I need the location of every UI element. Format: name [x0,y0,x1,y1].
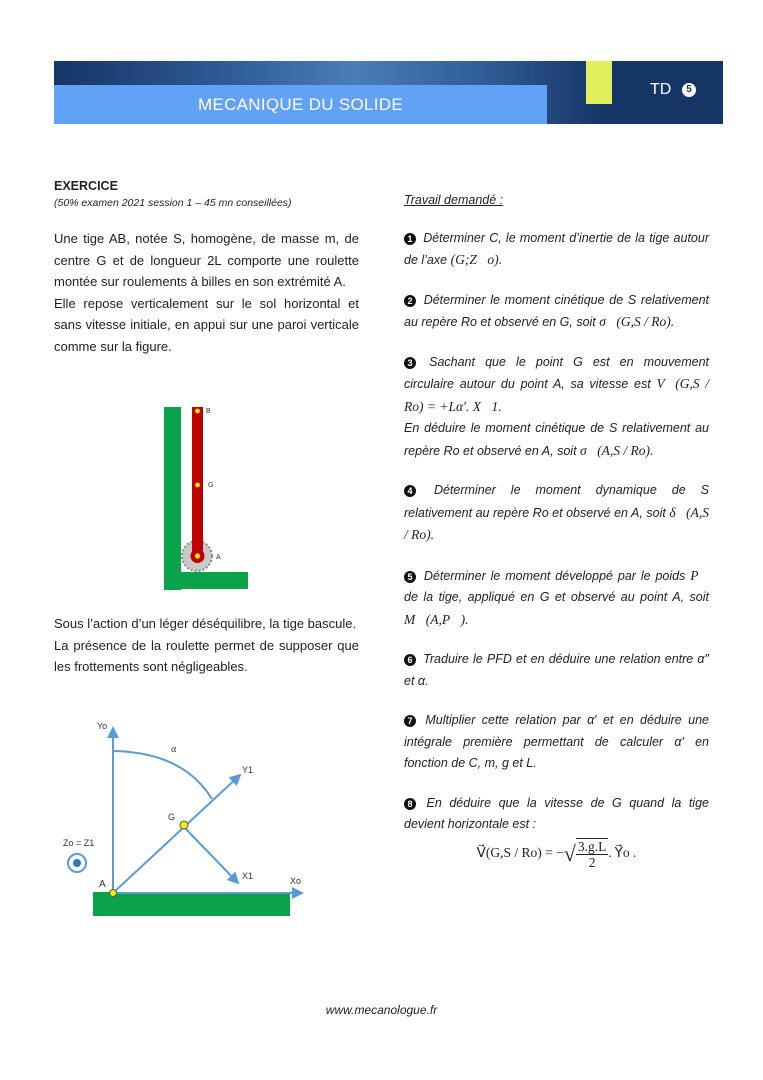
label-a: A [216,554,221,561]
label-y1: Y1 [242,765,254,775]
exercise-subtitle: (50% examen 2021 session 1 – 45 mn conseillées) [54,197,292,209]
task-math: δ⃗(A,S / Ro). [404,504,709,542]
label-g: G [168,812,176,822]
task-number-badge: 7 [404,715,416,727]
exercise-statement [54,178,359,357]
figure-kinematic-diagram [55,712,315,922]
task-6 [404,649,709,692]
course-title: MECANIQUE DU SOLIDE [197,95,403,114]
task-text-2: En déduire le moment cinétique de S relativement au repère Ro et observé en A, soit [404,421,709,458]
label-xo: Xo [290,876,302,886]
wall [164,407,181,590]
task-4 [404,480,709,547]
task-text: Traduire le PFD et en déduire une relation entre α″ et α. [404,652,709,688]
task-3 [404,352,709,463]
task-math: (G;Z⃗o). [450,252,502,267]
label-x1: X1 [242,871,254,881]
task-2 [404,290,709,334]
formula-lhs: V⃗(G,S / Ro) = − [476,844,564,860]
point-a [110,890,117,897]
label-alpha: α [171,744,177,755]
task-8 [404,793,709,836]
statement-continued [54,613,359,678]
intro-paragraph-2: Elle repose verticalement sur le sol horizontal et sans vitesse initiale, en appui sur une paroi verticale comme sur la figure. [54,295,359,354]
floor [164,572,248,589]
point-b [195,409,200,414]
task-1 [404,228,709,272]
task-7 [404,710,709,775]
ground [93,892,290,916]
task-text: Déterminer le moment cinétique de S relativement au repère Ro et observé en G, soit [404,292,709,329]
after-paragraph-1: Sous l’action d’un léger déséquilibre, la tige bascule. [54,616,357,631]
final-velocity-formula [404,838,709,870]
intro-paragraph-1: Une tige AB, notée S, homogène, de masse m, de centre G et de longueur 2L comporte une roulette montée sur roulements à billes en son extrémité A. [54,231,359,289]
task-number-badge: 6 [404,654,416,666]
task-number-badge: 8 [404,798,416,810]
label-g: G [208,482,214,489]
td-number-badge: 5 [682,83,696,97]
point-g [180,821,188,829]
task-text-b: de la tige, appliqué en G et observé au point A, soit [404,590,709,604]
page-header [54,61,723,124]
task-math: V⃗(G,S / Ro) = +Lα′. X⃗1. [404,376,710,414]
formula-rhs: . Y⃗o . [608,844,637,860]
sqrt-fraction [576,838,609,870]
td-label: TD [650,81,672,98]
figure-rod-against-wall [160,405,260,595]
task-math: σ⃗(G,S / Ro). [599,314,675,329]
task-number-badge: 2 [404,295,416,307]
label-yo: Yo [97,721,108,731]
footer-url: www.mecanologue.fr [325,1003,438,1017]
label-a: A [99,879,106,890]
task-math: M⃗(A,P⃗). [404,611,469,627]
task-text: Déterminer C, le moment d’inertie de la tige autour de l’axe [404,230,709,267]
task-5 [404,565,709,632]
task-text: En déduire que la vitesse de G quand la tige devient horizontale est : [404,795,709,831]
task-number-badge: 5 [404,571,416,583]
axis-zo-dot [73,859,81,867]
axis-x1 [184,827,238,883]
exercise-title: EXERCICE [54,179,118,193]
axis-y1 [113,775,240,893]
fraction-numerator: 3.g.L [577,838,607,854]
tasks-section [404,190,709,870]
sqrt-icon: √ [563,840,576,866]
after-paragraph-2: La présence de la roulette permet de supposer que les frottements sont négligeables. [54,637,359,674]
label-b: B [206,408,211,415]
tasks-heading: Travail demandé : [404,193,504,207]
task-text: Sachant que le point G est en mouvement circulaire autour du point A, sa vitesse est [404,354,709,391]
header-accent-bar [586,61,612,104]
task-math-weight: P⃗ [690,567,709,583]
task-text: Déterminer le moment développé par le poids [423,568,686,583]
task-number-badge: 4 [404,485,416,497]
label-zo-z1: Zo = Z1 [63,838,95,848]
task-number-badge: 1 [404,233,416,245]
point-a [195,553,200,558]
angle-alpha-arc [113,751,212,799]
task-text: Multiplier cette relation par α′ et en déduire une intégrale première permettant de calculer α′ en fonction de C, m, g et L. [404,713,709,770]
fraction-denominator: 2 [588,854,596,870]
point-g [195,483,200,488]
task-number-badge: 3 [404,357,416,369]
task-text: Déterminer le moment dynamique de S relativement au repère Ro et observé en A, soit [404,483,709,520]
task-math-2: σ⃗(A,S / Ro). [580,442,654,458]
